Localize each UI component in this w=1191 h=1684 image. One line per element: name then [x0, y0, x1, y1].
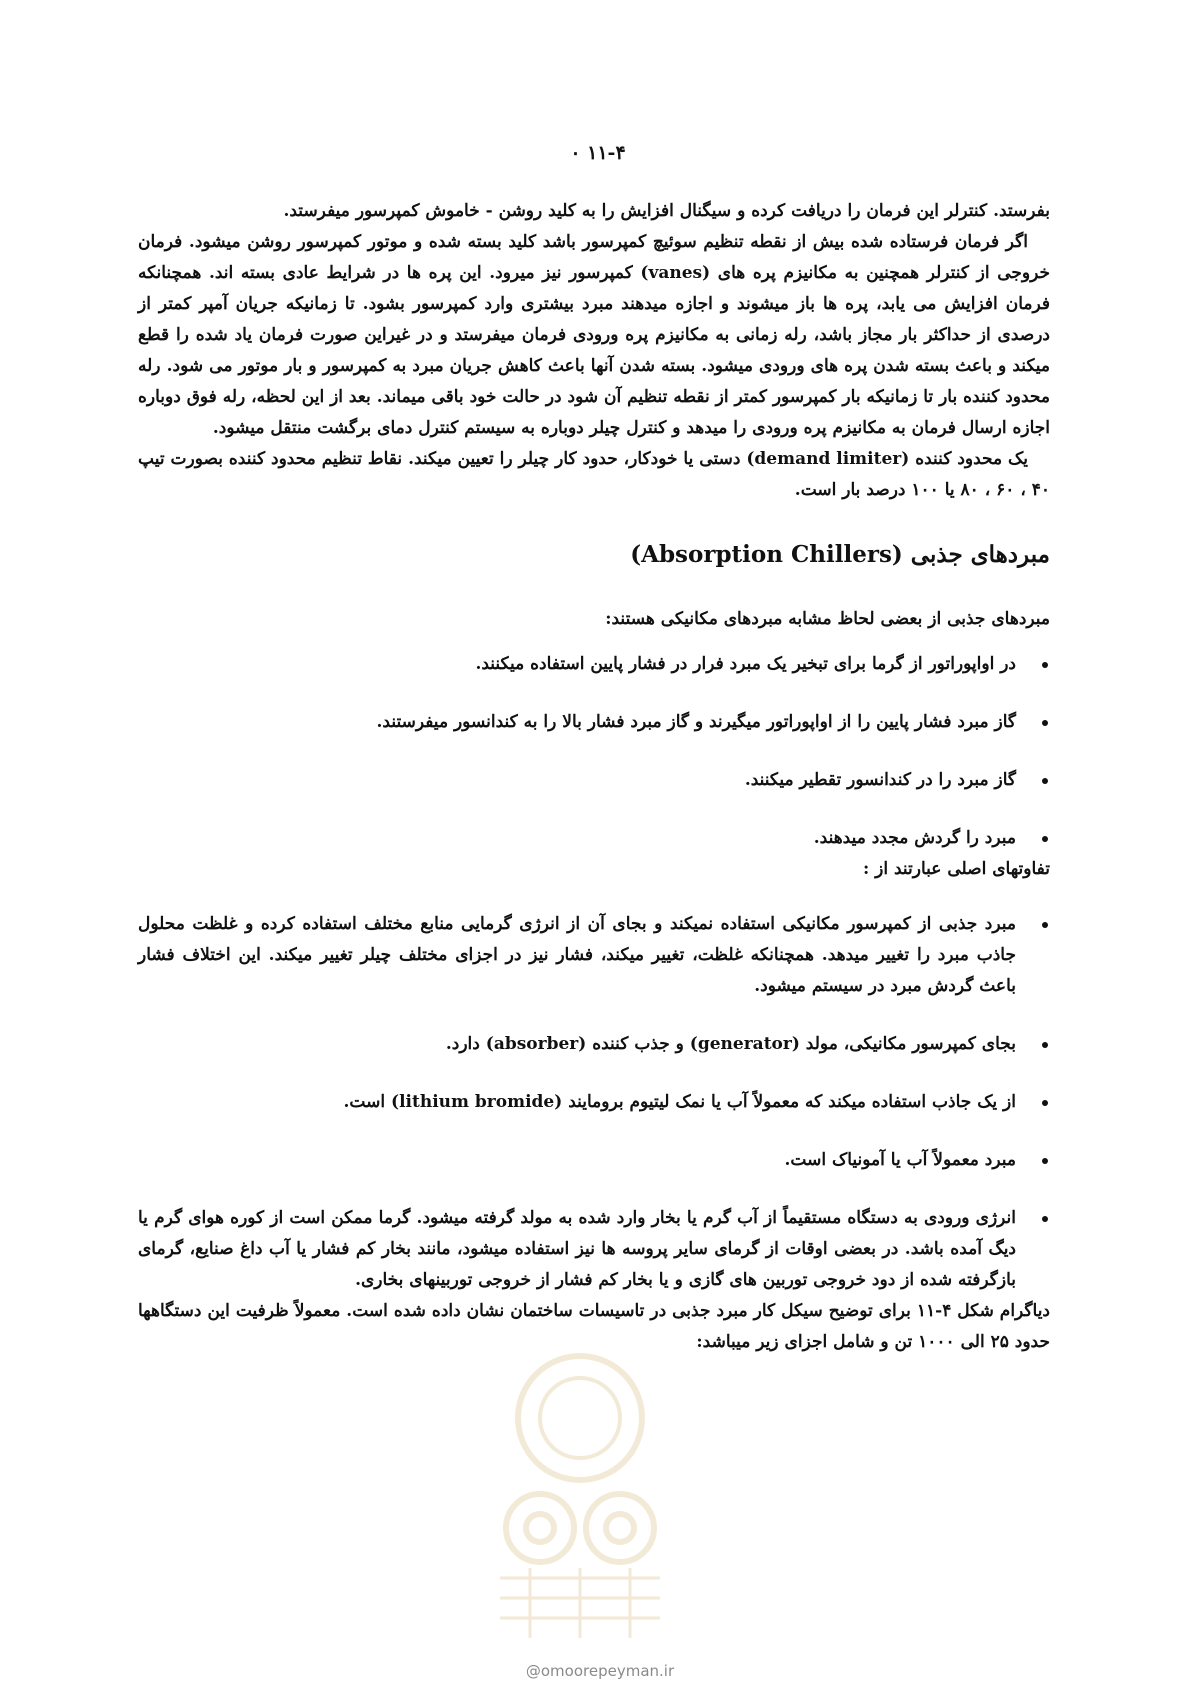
- page-body: [138, 196, 1050, 1358]
- list-item: [138, 765, 1050, 796]
- bullet-icon: [1042, 778, 1048, 784]
- similarity-intro: مبردهای جذبی از بعضی لحاظ مشابه مبردهای مکانیکی هستند:: [605, 609, 1050, 629]
- similarity-list: [138, 649, 1050, 854]
- list-item-text: انرژی ورودی به دستگاه مستقیماً از آب گرم یا بخار وارد شده به مولد گرفته میشود. گرما ممکن است از کوره هوای گرم یا دیگ آمده باشد. در بعضی اوقات از گرمای سایر پروسه ها نیز استفاده میشود، مانند بخار کم فشار یا آب داغ صنایع، گرمای بازگرفته شده از دود خروجی توربین های گازی و یا بخار کم فشار از خروجی توربینهای بخاری.: [138, 1208, 1016, 1290]
- list-item-text: گاز مبرد را در کندانسور تقطیر میکنند.: [744, 770, 1016, 790]
- section-heading: مبردهای جذبی (Absorption Chillers): [630, 541, 1050, 568]
- site-footer: @omoorepeyman.ir: [525, 1662, 675, 1680]
- bullet-icon: [1042, 662, 1048, 668]
- page-number: ۰ ۱۱-۴: [570, 142, 626, 164]
- differences-list: [138, 909, 1050, 1296]
- paragraph-3: یک محدود کننده (demand limiter) دستی یا خودکار، حدود کار چیلر را تعیین میکند. نقاط تنظیم محدود کننده بصورت تیپ ۴۰ ، ۶۰ ، ۸۰ یا ۱۰۰ درصد بار است.: [138, 449, 1050, 500]
- list-item-text: بجای کمپرسور مکانیکی، مولد (generator) و جذب کننده (absorber) دارد.: [445, 1034, 1016, 1054]
- bullet-icon: [1042, 1100, 1048, 1106]
- bullet-icon: [1042, 1158, 1048, 1164]
- list-item: [138, 909, 1050, 1002]
- emblem-watermark-icon: [480, 1348, 680, 1648]
- list-item: [138, 1203, 1050, 1296]
- differences-intro: تفاوتهای اصلی عبارتند از :: [862, 859, 1050, 879]
- paragraph-2: اگر فرمان فرستاده شده بیش از نقطه تنظیم سوئیچ کمپرسور باشد کلید بسته شده و موتور کمپرسور روشن میشود. فرمان خروجی از کنترلر همچنین به مکانیزم پره های (vanes) کمپرسور نیز میرود. این پره ها در شرایط عادی بسته اند. همچنانکه فرمان افزایش می یابد، پره ها باز میشوند و اجازه میدهند مبرد بیشتری وارد کمپرسور بشود. تا زمانیکه جریان آمپر کمتر از درصدی از حداکثر بار مجاز باشد، رله زمانی به مکانیزم پره ورودی فرمان میفرستد و در غیراین صورت فرمان یاد شده را قطع میکند و باعث بسته شدن پره های ورودی میشود. بسته شدن آنها باعث کاهش جریان مبرد به کمپرسور و بار موتور می شود. رله محدود کننده بار تا زمانیکه بار کمپرسور کمتر از نقطه تنظیم آن شود در حالت خود باقی میماند. بعد از این لحظه، رله فوق دوباره اجازه ارسال فرمان به مکانیزم پره ورودی را میدهد و کنترل چیلر دوباره به سیستم کنترل دمای برگشت منتقل میشود.: [137, 232, 1050, 438]
- list-item: [138, 707, 1050, 738]
- list-item-text: مبرد را گردش مجدد میدهند.: [813, 828, 1016, 848]
- list-item-text: در اواپوراتور از گرما برای تبخیر یک مبرد فرار در فشار پایین استفاده میکنند.: [475, 654, 1016, 674]
- bullet-icon: [1042, 836, 1048, 842]
- list-item-text: مبرد جذبی از کمپرسور مکانیکی استفاده نمیکند و بجای آن از انرژی گرمایی منابع مختلف استفاده کرده و غلظت محلول جاذب مبرد را تغییر میدهد. همچنانکه غلظت، تغییر میکند، فشار نیز در اجزای مختلف چیلر تغییر میکند. این اختلاف فشار باعث گردش مبرد در سیستم میشود.: [138, 914, 1016, 996]
- bullet-icon: [1042, 922, 1048, 928]
- bullet-icon: [1042, 1216, 1048, 1222]
- list-item: [138, 1145, 1050, 1176]
- list-item: [138, 1087, 1050, 1118]
- list-item-text: مبرد معمولاً آب یا آمونیاک است.: [784, 1150, 1016, 1170]
- list-item: [138, 649, 1050, 680]
- closing-paragraph: دیاگرام شکل ۴-۱۱ برای توضیح سیکل کار مبرد جذبی در تاسیسات ساختمان نشان داده شده است. معمولاً ظرفیت این دستگاهها حدود ۲۵ الی ۱۰۰۰ تن و شامل اجزای زیر میباشد:: [138, 1301, 1051, 1352]
- bullet-icon: [1042, 1042, 1048, 1048]
- bullet-icon: [1042, 720, 1048, 726]
- list-item: [138, 823, 1050, 854]
- list-item-text: گاز مبرد فشار پایین را از اواپوراتور میگیرند و گاز مبرد فشار بالا را به کندانسور میفرستند.: [376, 712, 1016, 732]
- paragraph-1: بفرستد. کنترلر این فرمان را دریافت کرده و سیگنال افزایش را به کلید روشن - خاموش کمپرسور میفرستد.: [283, 201, 1050, 221]
- list-item: [138, 1029, 1050, 1060]
- list-item-text: از یک جاذب استفاده میکند که معمولاً آب یا نمک لیتیوم برومایند (lithium bromide) است.: [343, 1092, 1016, 1112]
